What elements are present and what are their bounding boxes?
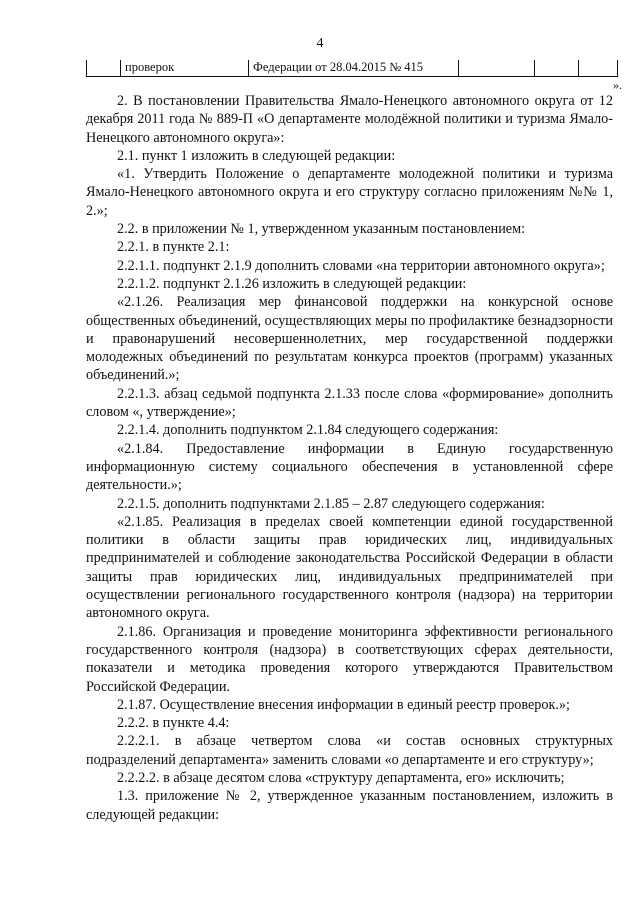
table-cell-empty xyxy=(579,60,617,76)
paragraph: 2.2.1.2. подпункт 2.1.26 изложить в следующей редакции: xyxy=(117,275,467,292)
paragraph: 2.2.1.5. дополнить подпунктами 2.1.85 – 2.87 следующего содержания: xyxy=(117,495,545,512)
table-cell-basis: Федерации от 28.04.2015 № 415 xyxy=(249,60,459,76)
paragraph: 2.2.1. в пункте 2.1: xyxy=(117,239,230,256)
table-cell-empty xyxy=(535,60,579,76)
paragraph: 2.2.1.3. абзац седьмой подпункта 2.1.33 после слова «формирование» дополнить словом «, утверждение»; xyxy=(86,385,613,421)
paragraph: 2.2.2.1. в абзаце четвертом слова «и состав основных структурных подразделений департамента» заменить словами «о департаменте и его структуру»; xyxy=(86,733,613,768)
paragraph: 2.2.2. в пункте 4.4: xyxy=(117,715,230,732)
paragraph: 2.2. в приложении № 1, утвержденном указанным постановлением: xyxy=(117,221,526,238)
paragraph: 2.1.86. Организация и проведение мониторинга эффективности регионального государственного контроля (надзора) в соответствующих сферах деятельности, показатели и методика проведения которого утверждаются Правительством Российской Федерации. xyxy=(86,623,613,695)
paragraph: 2.2.1.4. дополнить подпунктом 2.1.84 следующего содержания: xyxy=(117,422,499,439)
paragraph: «2.1.26. Реализация мер финансовой поддержки на конкурсной основе общественных объединений, осуществляющих меры по профилактике безнадзорности и правонарушений несовершеннолетних, мер государственной поддержки молодежных объединений по результатам конкурса проектов (программ) указанных объединений.»; xyxy=(86,294,613,384)
paragraph: 2.2.2.2. в абзаце десятом слова «структуру департамента, его» исключить; xyxy=(117,769,565,786)
table-fragment xyxy=(86,60,618,77)
paragraph: 2. В постановлении Правительства Ямало-Ненецкого автономного округа от 12 декабря 2011 года № 889-П «О департаменте молодёжной политики и туризма Ямало-Ненецкого автономного округа»: xyxy=(86,93,613,146)
paragraph: 2.1.87. Осуществление внесения информации в единый реестр проверок.»; xyxy=(117,696,570,713)
page-number: 4 xyxy=(316,36,324,51)
table-cell-empty xyxy=(459,60,535,76)
paragraph: «2.1.84. Предоставление информации в Единую государственную информационную систему социального обеспечения в установленной сфере деятельности.»; xyxy=(86,440,613,494)
paragraph: 2.2.1.1. подпункт 2.1.9 дополнить словами «на территории автономного округа»; xyxy=(117,257,605,274)
document-body xyxy=(86,92,613,824)
paragraph: 2.1. пункт 1 изложить в следующей редакции: xyxy=(117,147,396,164)
paragraph: «1. Утвердить Положение о департаменте молодежной политики и туризма Ямало-Ненецкого автономного округа и его структуру согласно приложениям №№ 1, 2.»; xyxy=(86,166,613,219)
paragraph: «2.1.85. Реализация в пределах своей компетенции единой государственной политики в области защиты прав юридических лиц, индивидуальных предпринимателей и соблюдение законодательства Российской Федерации в области защиты прав юридических лиц, индивидуальных предпринимателей при осуществлении регионального государственного контроля (надзора) на территории автономного округа. xyxy=(86,513,613,622)
table-cell-empty xyxy=(87,60,121,76)
closing-quote: ». xyxy=(613,78,622,92)
table-cell-subject: проверок xyxy=(121,60,249,76)
paragraph: 1.3. приложение № 2, утвержденное указанным постановлением, изложить в следующей редакции: xyxy=(86,788,613,823)
